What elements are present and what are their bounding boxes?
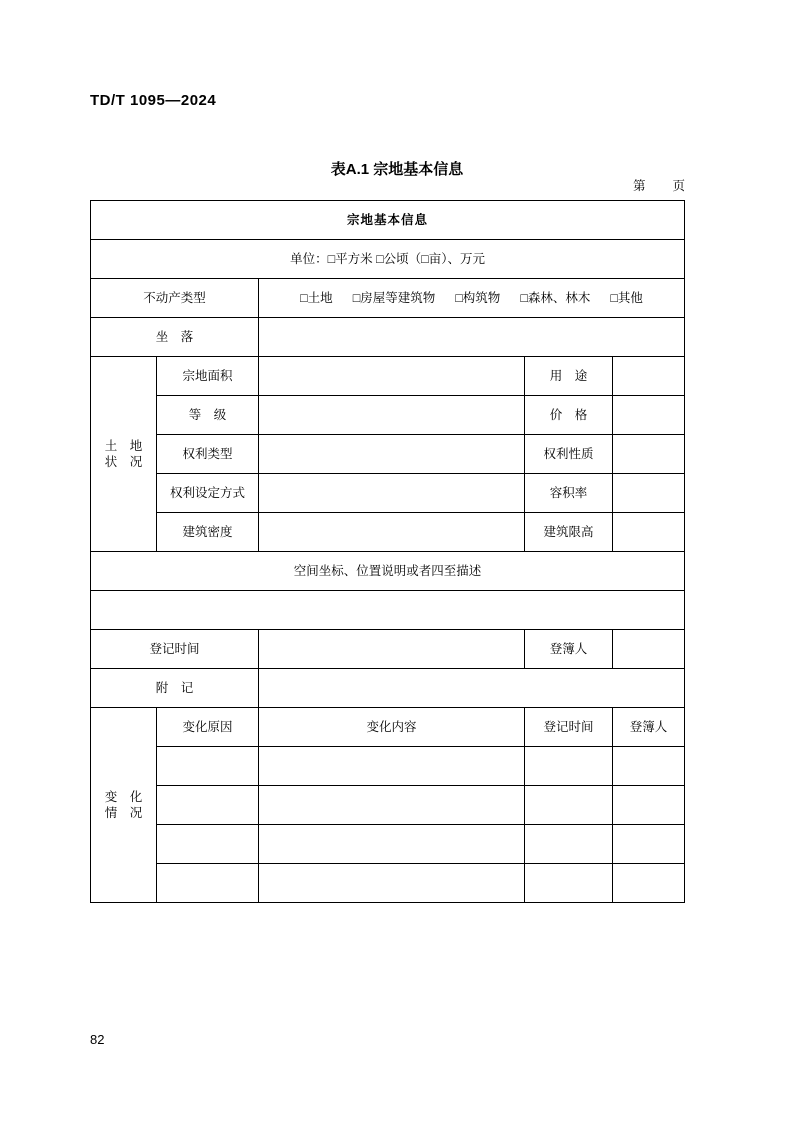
use-value[interactable] [613, 357, 685, 396]
building-density-value[interactable] [259, 513, 525, 552]
page-marker-label: 第 [632, 179, 647, 193]
change-content-cell[interactable] [259, 786, 525, 825]
change-registrar-cell[interactable] [613, 864, 685, 903]
change-header-time: 登记时间 [525, 708, 613, 747]
checkbox-option-structure[interactable]: □构筑物 [455, 290, 501, 305]
land-status-label-line1: 土 地 [104, 438, 143, 453]
right-nature-value[interactable] [613, 435, 685, 474]
grade-value[interactable] [259, 396, 525, 435]
right-nature-label: 权利性质 [525, 435, 613, 474]
table-caption: 表A.1 宗地基本信息 [330, 161, 464, 178]
table-row [91, 786, 685, 825]
change-registrar-cell[interactable] [613, 825, 685, 864]
change-time-cell[interactable] [525, 825, 613, 864]
change-content-cell[interactable] [259, 825, 525, 864]
location-row [91, 318, 685, 357]
change-content-cell[interactable] [259, 747, 525, 786]
land-status-label [91, 357, 157, 552]
height-limit-label: 建筑限高 [525, 513, 613, 552]
change-time-cell[interactable] [525, 747, 613, 786]
checkbox-option-land[interactable]: □土地 [300, 290, 333, 305]
change-content-cell[interactable] [259, 864, 525, 903]
page-marker [633, 176, 686, 194]
footer-page-number: 82 [90, 1032, 105, 1047]
change-header-registrar: 登簿人 [613, 708, 685, 747]
right-setting-method-label: 权利设定方式 [157, 474, 259, 513]
spatial-desc-value-row [91, 591, 685, 630]
right-type-value[interactable] [259, 435, 525, 474]
change-time-cell[interactable] [525, 864, 613, 903]
parcel-area-label: 宗地面积 [157, 357, 259, 396]
right-type-label: 权利类型 [157, 435, 259, 474]
table-row [91, 864, 685, 903]
plot-ratio-value[interactable] [613, 474, 685, 513]
location-value[interactable] [259, 318, 685, 357]
remarks-row [91, 669, 685, 708]
register-time-label: 登记时间 [91, 630, 259, 669]
price-label: 价 格 [525, 396, 613, 435]
change-status-label-line1: 变 化 [104, 789, 143, 804]
right-setting-method-value[interactable] [259, 474, 525, 513]
change-reason-cell[interactable] [157, 747, 259, 786]
change-header-reason: 变化原因 [157, 708, 259, 747]
land-status-row-5 [91, 513, 685, 552]
standard-number-header: TD/T 1095—2024 [90, 92, 217, 109]
remarks-value[interactable] [259, 669, 685, 708]
checkbox-option-forest[interactable]: □森林、林木 [520, 290, 591, 305]
change-reason-cell[interactable] [157, 864, 259, 903]
use-label: 用 途 [525, 357, 613, 396]
form-title: 宗地基本信息 [91, 201, 685, 240]
change-header-content: 变化内容 [259, 708, 525, 747]
realty-type-label: 不动产类型 [91, 279, 259, 318]
land-status-row-1 [91, 357, 685, 396]
change-header-row [91, 708, 685, 747]
register-time-value[interactable] [259, 630, 525, 669]
table-row [91, 747, 685, 786]
land-status-row-4 [91, 474, 685, 513]
parcel-basic-info-form [90, 200, 685, 903]
building-density-label: 建筑密度 [157, 513, 259, 552]
checkbox-option-building[interactable]: □房屋等建筑物 [352, 290, 436, 305]
realty-type-row [91, 279, 685, 318]
table-row [91, 825, 685, 864]
register-row [91, 630, 685, 669]
height-limit-value[interactable] [613, 513, 685, 552]
change-registrar-cell[interactable] [613, 786, 685, 825]
change-reason-cell[interactable] [157, 786, 259, 825]
registrar-value[interactable] [613, 630, 685, 669]
spatial-desc-label-row [91, 552, 685, 591]
grade-label: 等 级 [157, 396, 259, 435]
unit-row [91, 240, 685, 279]
realty-type-options [259, 279, 685, 318]
change-time-cell[interactable] [525, 786, 613, 825]
change-status-label-line2: 情 况 [104, 806, 143, 820]
spatial-desc-value[interactable] [91, 591, 685, 630]
land-status-row-3 [91, 435, 685, 474]
parcel-area-value[interactable] [259, 357, 525, 396]
change-reason-cell[interactable] [157, 825, 259, 864]
location-label: 坐 落 [91, 318, 259, 357]
checkbox-option-other[interactable]: □其他 [610, 290, 643, 305]
remarks-label: 附 记 [91, 669, 259, 708]
spatial-desc-label: 空间坐标、位置说明或者四至描述 [91, 552, 685, 591]
page-marker-suffix: 页 [672, 179, 686, 193]
price-value[interactable] [613, 396, 685, 435]
plot-ratio-label: 容积率 [525, 474, 613, 513]
form-title-row [91, 201, 685, 240]
unit-line: 单位：□平方米 □公顷（□亩）、万元 [91, 240, 685, 279]
change-registrar-cell[interactable] [613, 747, 685, 786]
change-status-label [91, 708, 157, 903]
registrar-label: 登簿人 [525, 630, 613, 669]
land-status-label-line2: 状 况 [104, 455, 143, 469]
land-status-row-2 [91, 396, 685, 435]
